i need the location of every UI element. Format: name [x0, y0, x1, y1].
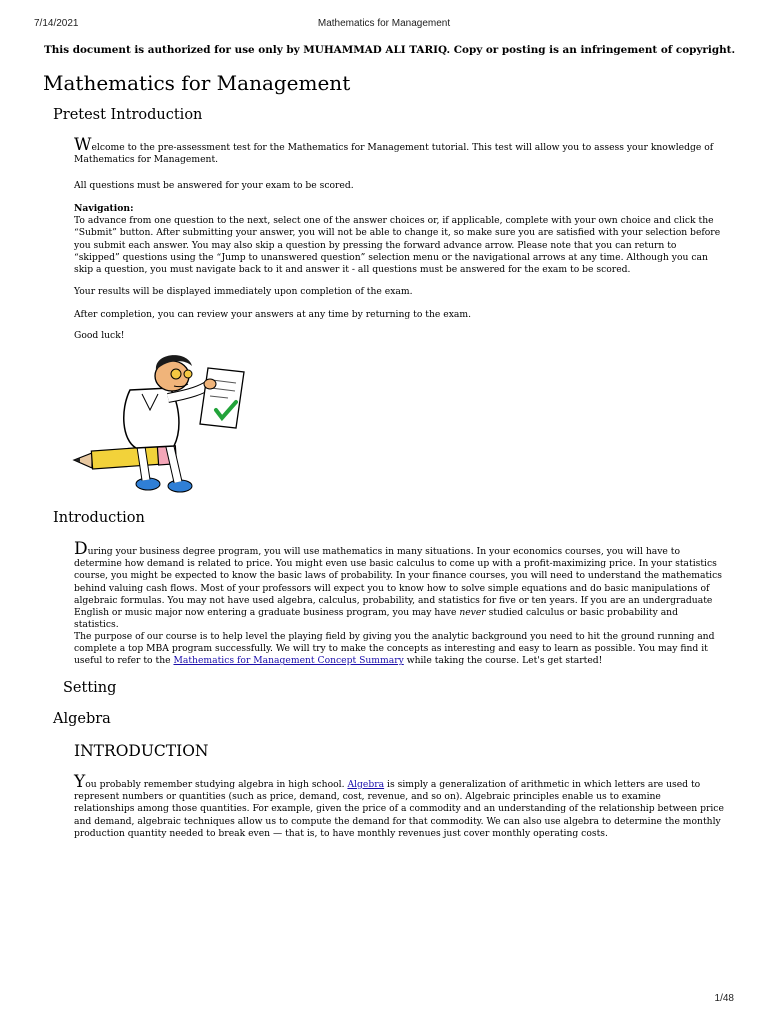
review-paragraph: After completion, you can review your answers at any time by returning to the exam. [74, 309, 472, 320]
authorization-notice: This document is authorized for use only by MUHAMMAD ALI TARIQ. Copy or posting is an infringement of copyright. [44, 44, 736, 56]
algebra-heading: Algebra [53, 711, 111, 727]
navigation-label: Navigation: [74, 203, 134, 214]
algebra-introduction-heading: INTRODUCTION [74, 742, 209, 760]
document-title: Mathematics for Management [43, 71, 351, 95]
setting-heading: Setting [63, 680, 117, 696]
all-questions-paragraph: All questions must be answered for your exam to be scored. [74, 180, 354, 191]
print-date: 7/14/2021 [34, 18, 79, 29]
algebra-link[interactable]: Algebra [347, 779, 385, 790]
print-header-title: Mathematics for Management [317, 18, 451, 29]
introduction-heading: Introduction [53, 510, 145, 526]
results-paragraph: Your results will be displayed immediately upon completion of the exam. [74, 286, 413, 297]
concept-summary-link[interactable]: Mathematics for Management Concept Summary [173, 655, 404, 667]
drop-cap: Y [74, 772, 86, 792]
navigation-paragraph: Navigation: To advance from one question to the next, select one of the answer choices or, if applicable, complete with your own choice and click the “Submit” button. After submitting your answer, you will not be able to change it, so make sure you are satisfied with your selection before you submit each answer. You may also skip a question by pressing the forward advance arrow. Please note that you can return to “skipped” questions using the “Jump to unanswered question” selection menu or the navigational arrows at any time. Although you can skip a question, you must navigate back to it and answer it - all questions must be answered for the exam to be scored. [74, 203, 721, 276]
welcome-paragraph: Welcome to the pre-assessment test for the Mathematics for Management tutorial. This test will allow you to assess your knowledge of Mathematics for Management. [74, 135, 714, 166]
drop-cap: W [74, 135, 92, 155]
algebra-paragraph: You probably remember studying algebra in high school. Algebra is simply a generalization of arithmetic in which letters are used to represent numbers or quantities (such as price, demand, cost, revenue, and so on). Algebraic principles enable us to examine relationships among those quantities. For example, given the price of a commodity and an understanding of the relationship between price and demand, algebraic techniques allow us to compute the demand for that commodity. We can also use algebra to determine the monthly production quantity needed to break even — that is, to have monthly revenues just cover monthly operating costs. [74, 772, 724, 839]
student-on-pencil-with-test-paper-icon [70, 350, 260, 500]
introduction-paragraph-1: During your business degree program, you will use mathematics in many situations. In your economics courses, you will have to determine how demand is related to price. You might even use basic calculus to come up with a profit-maximizing price. In your statistics course, you might be expected to know the basic laws of probability. In your finance courses, you will need to understand the mathematics behind valuing cash flows. Most of your professors will expect you to know how to solve simple equations and do basic manipulations of algebraic formulas. You may not have used algebra, calculus, probability, and statistics for five or ten years. If you are an undergraduate English or music major now entering a graduate business program, you may have never studied calculus or basic probability and statistics. [74, 539, 722, 631]
introduction-paragraph-2: The purpose of our course is to help level the playing field by giving you the analytic background you need to hit the ground running and complete a top MBA program successfully. We will try to make the concepts as interesting and easy to learn as possible. You may find it useful to refer to the Mathematics for Management Concept Summary while taking the course. Let's get started! [74, 631, 715, 667]
page-number: 1/48 [714, 993, 734, 1004]
drop-cap: D [74, 539, 88, 559]
pretest-heading: Pretest Introduction [53, 107, 203, 123]
good-luck-paragraph: Good luck! [74, 330, 125, 341]
